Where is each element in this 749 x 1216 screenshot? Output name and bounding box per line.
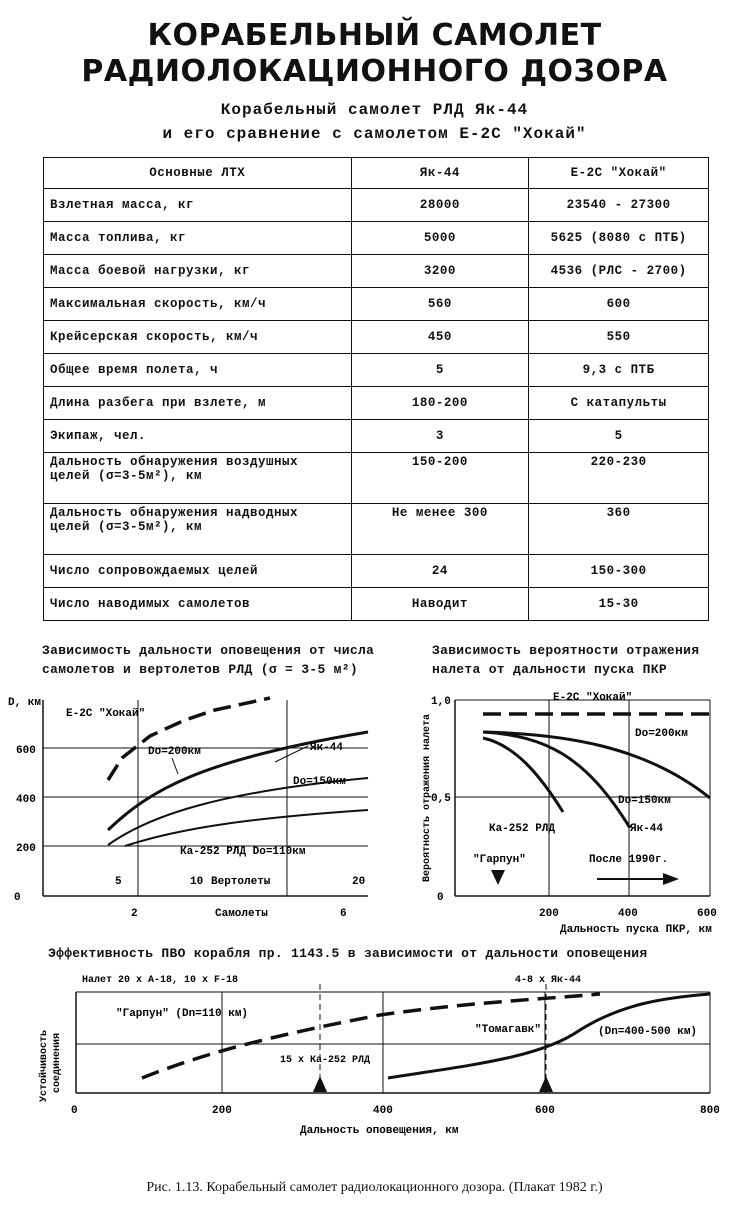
yak-cell: 24 (351, 555, 529, 588)
chart2-plot (405, 680, 740, 935)
chart2-annotation: Do=150км (618, 795, 671, 807)
chart1-annotation: Е-2С "Хокай" (66, 708, 146, 720)
chart3-x-tick: 0 (71, 1105, 78, 1117)
chart3-annotation: (Dn=400-500 км) (598, 1026, 698, 1038)
subtitle-line1: Корабельный самолет РЛД Як-44 (220, 101, 529, 119)
param-cell: Масса боевой нагрузки, кг (44, 255, 352, 288)
chart1-plot (0, 680, 380, 925)
param-cell: Экипаж, чел. (44, 420, 352, 453)
e2c-cell: 5625 (8080 с ПТБ) (529, 222, 709, 255)
chart3-plot (0, 960, 749, 1145)
chart3-x-label: Дальность оповещения, км (300, 1125, 459, 1137)
chart3-annotation: Налет 20 х А-18, 10 х F-18 (82, 975, 239, 986)
chart2-y-tick: 1,0 (431, 696, 451, 708)
chart2-arrow-head (663, 873, 679, 885)
param-cell: Крейсерская скорость, км/ч (44, 321, 352, 354)
chart2-annotation: Do=200км (635, 728, 688, 740)
yak-cell: 3 (351, 420, 529, 453)
chart1-y-tick: 400 (16, 794, 36, 806)
chart1-y-tick: 600 (16, 745, 36, 757)
chart2-x-tick: 200 (539, 908, 559, 920)
yak-cell: 28000 (351, 189, 529, 222)
chart2-y-axis-label: Вероятность отражения налета (422, 713, 433, 883)
chart2-x-tick: 400 (618, 908, 638, 920)
chart3-annotation: "Гарпун" (Dn=110 км) (116, 1008, 249, 1020)
chart3-annotation: 15 х Ка-252 РЛД (280, 1055, 371, 1066)
chart2-annotation: Е-2С "Хокай" (553, 692, 633, 704)
poster-title-line2: РАДИОЛОКАЦИОННОГО ДОЗОРА (81, 54, 668, 89)
chart1-series-ka252 (125, 810, 368, 846)
param-cell: Максимальная скорость, км/ч (44, 288, 352, 321)
chart3-x-tick: 200 (212, 1105, 232, 1117)
chart3-x-tick: 800 (700, 1105, 720, 1117)
table-row (44, 588, 709, 621)
chart1-x2-label: Вертолеты (211, 876, 271, 888)
poster-title-line1: КОРАБЕЛЬНЫЙ САМОЛЕТ (147, 18, 602, 53)
e2c-cell: 23540 - 27300 (529, 189, 709, 222)
chart2-annotation: Ка-252 РЛД (489, 823, 556, 835)
e2c-cell: 15-30 (529, 588, 709, 621)
chart3-annotation: "Томагавк" (475, 1024, 542, 1036)
chart2-annotation: "Гарпун" (473, 854, 526, 866)
e2c-cell: 220-230 (529, 453, 709, 504)
e2c-cell: 150-300 (529, 555, 709, 588)
chart1-y-tick: 0 (14, 892, 21, 904)
chart1-x-label: Самолеты (215, 908, 268, 920)
subtitle-line2: и его сравнение с самолетом Е-2С "Хокай" (162, 125, 587, 143)
yak-cell: 450 (351, 321, 529, 354)
yak-cell: Наводит (351, 588, 529, 621)
chart2-annotation: После 1990г. (589, 854, 669, 866)
chart3-series-harpoon (142, 994, 600, 1078)
chart2-title-line2: налета от дальности пуска ПКР (432, 662, 667, 677)
table-row (44, 255, 709, 288)
chart1-x2-tick: 5 (115, 876, 122, 888)
chart1-x-tick: 6 (340, 908, 347, 920)
e2c-cell: 360 (529, 504, 709, 555)
chart2-annotation: Як-44 (630, 823, 664, 835)
table-row (44, 420, 709, 453)
yak-cell: Не менее 300 (351, 504, 529, 555)
chart1-title-line2: самолетов и вертолетов РЛД (σ = 3-5 м²) (42, 662, 358, 677)
chart3-x-tick: 600 (535, 1105, 555, 1117)
chart1-annotation: Ка-252 РЛД Do=110км (180, 846, 306, 858)
param-cell: Длина разбега при взлете, м (44, 387, 352, 420)
chart3-y-label-line2: соединения (52, 1032, 63, 1094)
table-row (44, 189, 709, 222)
param-cell: Общее время полета, ч (44, 354, 352, 387)
chart3-y-label-line1: Устойчивость (39, 1030, 50, 1103)
chart2-title (432, 641, 732, 679)
chart1-x2-tick: 10 (190, 876, 204, 888)
e2c-cell: 550 (529, 321, 709, 354)
e2c-cell: 5 (529, 420, 709, 453)
yak-cell: 180-200 (351, 387, 529, 420)
yak-cell: 5000 (351, 222, 529, 255)
chart1-x2-tick: 20 (352, 876, 366, 888)
table-row (44, 288, 709, 321)
chart1-series-do150 (108, 778, 368, 845)
chart3-x-tick: 400 (373, 1105, 393, 1117)
table-row (44, 504, 709, 555)
chart1-title (42, 641, 402, 679)
chart3-y-axis-label (38, 1024, 63, 1102)
table-row (44, 321, 709, 354)
chart2-y-tick: 0,5 (431, 793, 451, 805)
chart3-yak44-marker (539, 1076, 553, 1092)
table-row (44, 453, 709, 504)
chart1-x-tick: 2 (131, 908, 138, 920)
chart1-annotation: Do=200км (148, 746, 201, 758)
chart1-leader-line (172, 758, 178, 774)
chart1-y-tick: 200 (16, 843, 36, 855)
chart1-title-line1: Зависимость дальности оповещения от числа (42, 643, 375, 658)
chart1-annotation: Як-44 (310, 742, 344, 754)
chart3-ka252-marker (313, 1076, 327, 1092)
yak-cell: 5 (351, 354, 529, 387)
chart2-title-line1: Зависимость вероятности отражения (432, 643, 700, 658)
table-header: Е-2С "Хокай" (529, 158, 709, 189)
table-header: Як-44 (351, 158, 529, 189)
param-cell: Число сопровождаемых целей (44, 555, 352, 588)
e2c-cell: 600 (529, 288, 709, 321)
yak-cell: 150-200 (351, 453, 529, 504)
param-cell: Дальность обнаружения надводных целей (σ=3-5м²), км (44, 504, 352, 555)
chart2-harpoon-marker (491, 870, 505, 885)
chart3-annotation: 4-8 х Як-44 (515, 975, 582, 986)
table-row (44, 555, 709, 588)
e2c-cell: 9,3 с ПТБ (529, 354, 709, 387)
table-row (44, 222, 709, 255)
table-header: Основные ЛТХ (44, 158, 352, 189)
chart2-series-do200 (483, 732, 710, 798)
chart1-annotation: Do=150км (293, 776, 346, 788)
yak-cell: 560 (351, 288, 529, 321)
spec-table (43, 157, 709, 621)
figure-caption: Рис. 1.13. Корабельный самолет радиолокационного дозора. (Плакат 1982 г.) (146, 1180, 603, 1195)
chart2-x-tick: 600 (697, 908, 717, 920)
param-cell: Число наводимых самолетов (44, 588, 352, 621)
chart1-y-axis-label: D, км (8, 697, 42, 709)
e2c-cell: 4536 (РЛС - 2700) (529, 255, 709, 288)
table-row (44, 354, 709, 387)
table-row (44, 387, 709, 420)
yak-cell: 3200 (351, 255, 529, 288)
param-cell: Дальность обнаружения воздушных целей (σ=3-5м²), км (44, 453, 352, 504)
chart2-y-tick: 0 (437, 892, 444, 904)
e2c-cell: С катапульты (529, 387, 709, 420)
chart3-title: Эффективность ПВО корабля пр. 1143.5 в зависимости от дальности оповещения (48, 946, 648, 961)
chart2-x-label: Дальность пуска ПКР, км (560, 924, 712, 935)
param-cell: Масса топлива, кг (44, 222, 352, 255)
param-cell: Взлетная масса, кг (44, 189, 352, 222)
